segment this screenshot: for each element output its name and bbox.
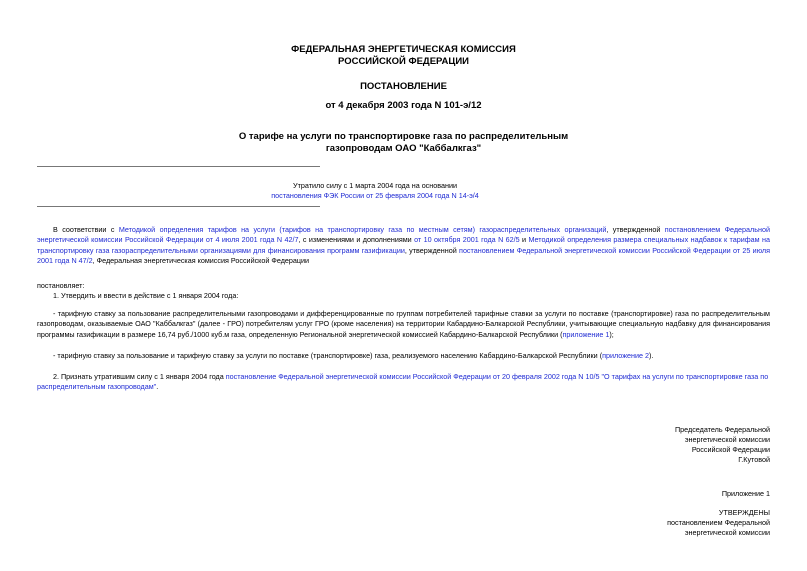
resolution-42-7-link[interactable]: постановлением Федеральной энергетической комиссии Российской Федерации от 4 июля 2001 года N 42/7 — [37, 225, 770, 245]
bullet-1-paragraph — [37, 309, 770, 340]
status-link[interactable]: постановления ФЭК России от 25 февраля 2004 года N 14-э/4 — [271, 191, 479, 200]
bullet-2-end: ). — [648, 351, 654, 360]
preamble-text-2: , утвержденной — [606, 225, 665, 234]
appendix-1-link[interactable]: приложение 1 — [562, 329, 610, 339]
appendix-2-link[interactable]: приложение 2 — [602, 351, 649, 360]
item-2-text: 2. Признать утратившим силу с 1 января 2004 года — [53, 372, 226, 381]
appendix-approved: УТВЕРЖДЕНЫ — [718, 508, 770, 517]
bullet-1-end: ); — [609, 329, 614, 339]
decides-label: постановляет: — [37, 281, 85, 290]
preamble-text-4: и — [519, 235, 529, 245]
bullet-1-text: - тарифную ставку за пользование распределительными газопроводами и дифференцированные по группам потребителей тарифные ставки за услуги по поставке (транспортировке) газа по распределительным газопроводам, оказываемые ОАО "Каббалкгаз" (далее - ГРО) потребителям услуг ГРО (кроме населения) на территории Кабардино-Балкарской Республики, учитывающие специальную надбавку для финансирования программы газификации в размере 16,74 руб./1000 куб.м газа, определенную Региональной энергетической комиссией Кабардино-Балкарской Республики ( — [37, 309, 770, 339]
status-note: Утратило силу с 1 марта 2004 года на основании — [293, 181, 457, 190]
signature-position-2: энергетической комиссии — [684, 435, 770, 444]
signatory-name: Г.Кутовой — [738, 455, 770, 464]
preamble-text-6: , Федеральная энергетическая комиссия Российской Федерации — [92, 256, 310, 266]
issuer-line-1: ФЕДЕРАЛЬНАЯ ЭНЕРГЕТИЧЕСКАЯ КОМИССИЯ — [291, 44, 516, 55]
divider-top — [37, 166, 320, 167]
preamble-text-3: , с изменениями и дополнениями — [298, 235, 415, 245]
appendix-label: Приложение 1 — [721, 489, 770, 498]
item-2-end: . — [156, 382, 159, 392]
preamble-text-5: , утвержденной — [404, 245, 460, 255]
document-title-line-1: О тарифе на услуги по транспортировке газа по распределительным — [238, 131, 569, 142]
methodology-surcharges-link[interactable]: Методикой определения размера специальных надбавок к тарифам на транспортировку газа газораспределительными организациями для финансирования программ газификации — [37, 235, 770, 255]
signature-position-3: Российской Федерации — [691, 445, 770, 454]
document-date-number: от 4 декабря 2003 года N 101-э/12 — [325, 100, 482, 111]
document-title-line-2: газопроводам ОАО "Каббалкгаз" — [325, 143, 482, 154]
document-type: ПОСТАНОВЛЕНИЕ — [360, 81, 447, 92]
amendments-62-5-link[interactable]: от 10 октября 2001 года N 62/5 — [414, 235, 520, 245]
appendix-approved-by-1: постановлением Федеральной — [667, 518, 770, 527]
item-2-paragraph — [37, 372, 770, 393]
preamble-paragraph — [37, 225, 770, 267]
appendix-approved-by-2: энергетической комиссии — [684, 528, 770, 537]
signature-position-1: Председатель Федеральной — [675, 425, 770, 434]
bullet-2-paragraph — [37, 351, 770, 361]
preamble-text-1: В соответствии с — [53, 225, 119, 234]
bullet-2-text: - тарифную ставку за пользование и тарифную ставку за услуги по поставке (транспортировке) газа, реализуемого населению Кабардино-Балкарской Республики ( — [53, 351, 603, 360]
issuer-line-2: РОССИЙСКОЙ ФЕДЕРАЦИИ — [337, 56, 469, 67]
resolution-47-2-link[interactable]: постановлением Федеральной энергетической комиссии Российской Федерации от 25 июля 2001 года N 47/2 — [37, 245, 771, 266]
divider-bottom — [37, 206, 320, 207]
item-1: 1. Утвердить и ввести в действие с 1 января 2004 года: — [53, 291, 239, 300]
methodology-tariffs-link[interactable]: Методикой определения тарифов на услуги (тарифов на транспортировку газа по местным сетям) газораспределительных организаций — [118, 225, 607, 234]
repealed-resolution-10-5-link[interactable]: постановление Федеральной энергетической комиссии Российской Федерации от 20 февраля 2002 года N 10/5 "О тарифах на услуги по транспортировке газа по распределительным газопроводам" — [37, 372, 769, 392]
